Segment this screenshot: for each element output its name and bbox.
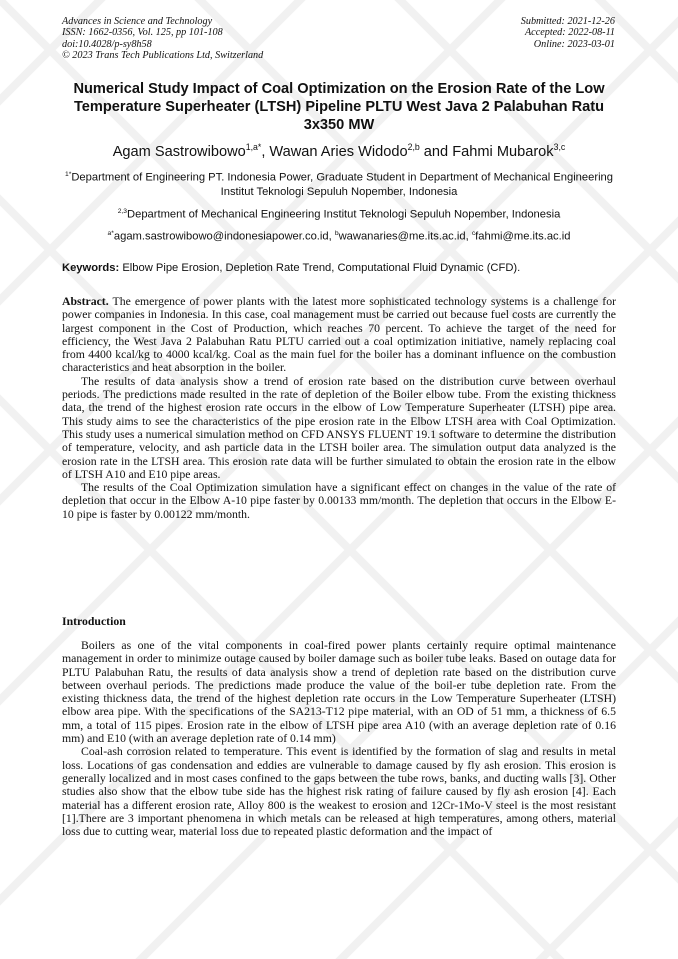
email-list xyxy=(62,227,616,244)
keywords-label: Keywords: xyxy=(62,262,120,274)
doi: doi:10.4028/p-sy8h58 xyxy=(62,38,152,50)
accepted-date: Accepted: 2022-08-11 xyxy=(524,27,615,39)
introduction-body xyxy=(62,639,616,838)
dates-info xyxy=(521,16,615,50)
keywords xyxy=(62,261,616,275)
abstract-paragraph xyxy=(62,295,616,375)
affiliation-sup: 2,3 xyxy=(117,208,128,215)
email-link[interactable]: agam.sastrowibowo@indonesiapower.co.id, xyxy=(113,230,332,243)
email-link[interactable]: wawanaries@me.its.ac.id, xyxy=(338,230,469,243)
author-name: Agam Sastrowibowo xyxy=(112,143,246,160)
abstract-paragraph: The results of data analysis show a trend of erosion rate based on the distribution curve between overhaul periods. The predictions made resulted in the rate of depletion of the Boiler elbow tube. From the existing thickness data, the trend of the highest erosion rate occurs in the elbow of Low Temperature Superheater (LTSH) pipe area. This study aims to see the characteristics of the pipe erosion rate in the Elbow LTSH area with Coal Optimization. This study uses a numerical simulation method on CFD ANSYS FLUENT 19.1 software to determine the distribution of temperature, velocity, and ash particle data in the LTSH boiler area. The simulation output data analyzed is the erosion rate in the LTSH area. This erosion rate data will be further simulated to obtain the erosion rate in the elbow of LTSH A10 and E10 pipe areas. xyxy=(62,374,616,481)
abstract-paragraph: The results of the Coal Optimization simulation have a significant effect on changes in the value of the rate of depletion that occur in the Elbow A-10 pipe faster by 0.00133 mm/month. The depletion that occurs in the Elbow E-10 pipe is faster by 0.00122 mm/month. xyxy=(62,481,616,521)
email-link[interactable]: fahmi@me.its.ac.id xyxy=(475,230,571,243)
section-heading: Introduction xyxy=(62,615,126,628)
email-sup: c xyxy=(471,230,476,237)
author-sup: 1,a* xyxy=(245,142,262,152)
abstract-text: The emergence of power plants with the latest more sophisticated technology systems is a challenge for power companies in Indonesia. In this case, coal management must be carried out because fuel costs are currently the largest component in the Cost of Production, which reaches 70 percent. To achieve the target of the need for efficiency, the West Java 2 Palabuhan Ratu PLTU carried out a coal optimization initiative, namely replacing coal from 4400 kcal/kg to 4000 kcal/kg. Coal as the main fuel for the boiler has a dominant influence on the combustion characteristics and heat absorption in the boiler. xyxy=(62,295,617,375)
email-sup: a* xyxy=(107,230,114,237)
paper-title: Numerical Study Impact of Coal Optimization on the Erosion Rate of the Low Temperature Superheater (LTSH) Pipeline PLTU West Java 2 Palabuhan Ratu 3x350 MW xyxy=(73,81,605,133)
abstract xyxy=(62,295,616,521)
email-sup: b xyxy=(334,230,339,237)
affiliation-sup: 1* xyxy=(64,171,72,178)
author-name: Fahmi Mubarok xyxy=(452,143,554,160)
submitted-date: Submitted: 2021-12-26 xyxy=(520,16,615,27)
journal-name: Advances in Science and Technology xyxy=(62,16,213,27)
journal-info xyxy=(62,16,263,62)
affiliation-text: Department of Engineering PT. Indonesia Power, Graduate Student in Department of Mechanical Engineering Institut Teknologi Sepuluh Nopember, Indonesia xyxy=(71,171,614,199)
issn: ISSN: 1662-0356, Vol. 125, pp 101-108 xyxy=(62,27,223,39)
intro-paragraph: Boilers as one of the vital components in coal-fired power plants certainly require optimal maintenance management in order to minimize outage caused by boiler damage such as boiler tube leaks. Based on outage data for PLTU Palabuhan Ratu, the results of data analysis show a trend of depletion rate based on the distribution curve between overhaul periods. The predictions made produce the value of the boil-er tube depletion rate. From the existing thickness data, the trend of the highest depletion rate occurs in the Low Temperature Superheater (LTSH) elbow area pipe. With the specifications of the SA213-T12 pipe material, with an OD of 51 mm, a thickness of 6.5 mm, a total of 115 pipes. Erosion rate in the elbow of LTSH pipe area A10 (with an average depletion rate of 0.16 mm) and E10 (with an average depletion rate of 0.14 mm) xyxy=(62,639,616,746)
affiliation-1 xyxy=(62,168,616,200)
author-sup: 2,b xyxy=(407,142,420,152)
abstract-label: Abstract. xyxy=(62,295,109,308)
affiliation-text: Department of Mechanical Engineering Institut Teknologi Sepuluh Nopember, Indonesia xyxy=(127,208,561,221)
copyright: © 2023 Trans Tech Publications Ltd, Switzerland xyxy=(62,50,264,62)
affiliation-2 xyxy=(62,205,616,222)
author-name: Wawan Aries Widodo xyxy=(269,143,408,160)
intro-paragraph: Coal-ash corrosion related to temperature. This event is identified by the formation of slag and results in metal loss. Locations of gas condensation and eddies are vulnerable to damage caused by fly ash erosion. This erosion is generally localized and in most cases confined to the gaps between the tube rows, banks, and ducting walls [3]. Other studies also show that the elbow tube side has the highest risk rating of failure caused by fly ash erosion [4]. Each material has a different erosion rate, Alloy 800 is the weakest to erosion and 12Cr-1Mo-V steel is the most resistant [1].There are 3 important phenomena in which metals can be released at high temperatures, among others, material loss due to cutting wear, material loss due to repeated plastic deformation and the impact of xyxy=(62,745,616,839)
keywords-text: Elbow Pipe Erosion, Depletion Rate Trend, Computational Fluid Dynamic (CFD). xyxy=(122,262,521,274)
author-sup: 3,c xyxy=(553,142,566,152)
author-list: Agam Sastrowibowo$^{1,a*}$, Wawan Aries Widodo$^{2,b}$ and Fahmi Mubarok$^{3,c}$ xyxy=(112,142,566,160)
online-date: Online: 2023-03-01 xyxy=(533,38,615,50)
